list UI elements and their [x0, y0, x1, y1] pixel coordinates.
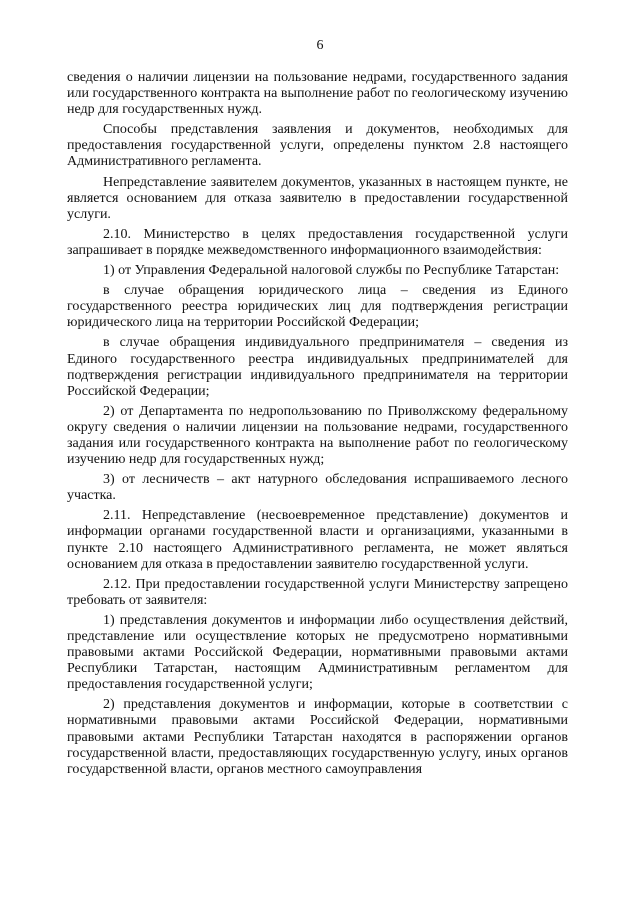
paragraph-2-10-item-2: 2) от Департамента по недропользованию по Приволжскому федеральному округу сведения о наличии лицензии на пользование недрами, государственного задания или государственного контракта на выполнение работ по геологическому изучению недр для государственных нужд; [67, 403, 568, 468]
paragraph-2-12-item-2: 2) представления документов и информации, которые в соответствии с нормативными правовыми актами Российской Федерации, нормативными правовыми актами Республики Татарстан находятся в распоряжении органов государственной власти, предоставляющих государственную услугу, иных органов государственной власти, органов местного самоуправления [67, 697, 568, 777]
paragraph-2-10-item-3: 3) от лесничеств – акт натурного обследования испрашиваемого лесного участка. [67, 472, 568, 504]
paragraph-2-10-entrepreneur: в случае обращения индивидуального предпринимателя – сведения из Единого государственного реестра индивидуальных предпринимателей для подтверждения регистрации индивидуального предпринимателя на территории Российской Федерации; [67, 335, 568, 399]
paragraph-1: сведения о наличии лицензии на пользование недрами, государственного задания или государственного контракта на выполнение работ по геологическому изучению недр для государственных нужд. [67, 70, 568, 118]
paragraph-2-10-legal-entity: в случае обращения юридического лица – сведения из Единого государственного реестра юридических лиц для подтверждения регистрации юридического лица на территории Российской Федерации; [67, 283, 568, 331]
paragraph-2-10-item-1: 1) от Управления Федеральной налоговой службы по Республике Татарстан: [103, 263, 560, 279]
page-number: 6 [316, 38, 324, 53]
document-body [67, 70, 568, 782]
paragraph-2-10: 2.10. Министерство в целях предоставления государственной услуги запрашивает в порядке межведомственного информационного взаимодействия: [67, 226, 568, 258]
paragraph-2-12: 2.12. При предоставлении государственной услуги Министерству запрещено требовать от заявителя: [67, 576, 568, 608]
paragraph-2: Способы представления заявления и документов, необходимых для предоставления государственной услуги, определены пунктом 2.8 настоящего Административного регламента. [67, 122, 568, 170]
paragraph-2-11: 2.11. Непредставление (несвоевременное представление) документов и информации органами государственной власти и организациями, указанными в пункте 2.10 настоящего Административного регламента, не может являться основанием для отказа в предоставлении заявителю государственной услуги. [67, 508, 568, 572]
paragraph-2-12-item-1: 1) представления документов и информации либо осуществления действий, представление или осуществление которых не предусмотрено нормативными правовыми актами Российской Федерации, нормативными правовыми актами Республики Татарстан, настоящим Административным регламентом для предоставления государственной услуги; [67, 612, 568, 693]
paragraph-3: Непредставление заявителем документов, указанных в настоящем пункте, не является основанием для отказа заявителю в предоставлении государственной услуги. [67, 174, 568, 222]
